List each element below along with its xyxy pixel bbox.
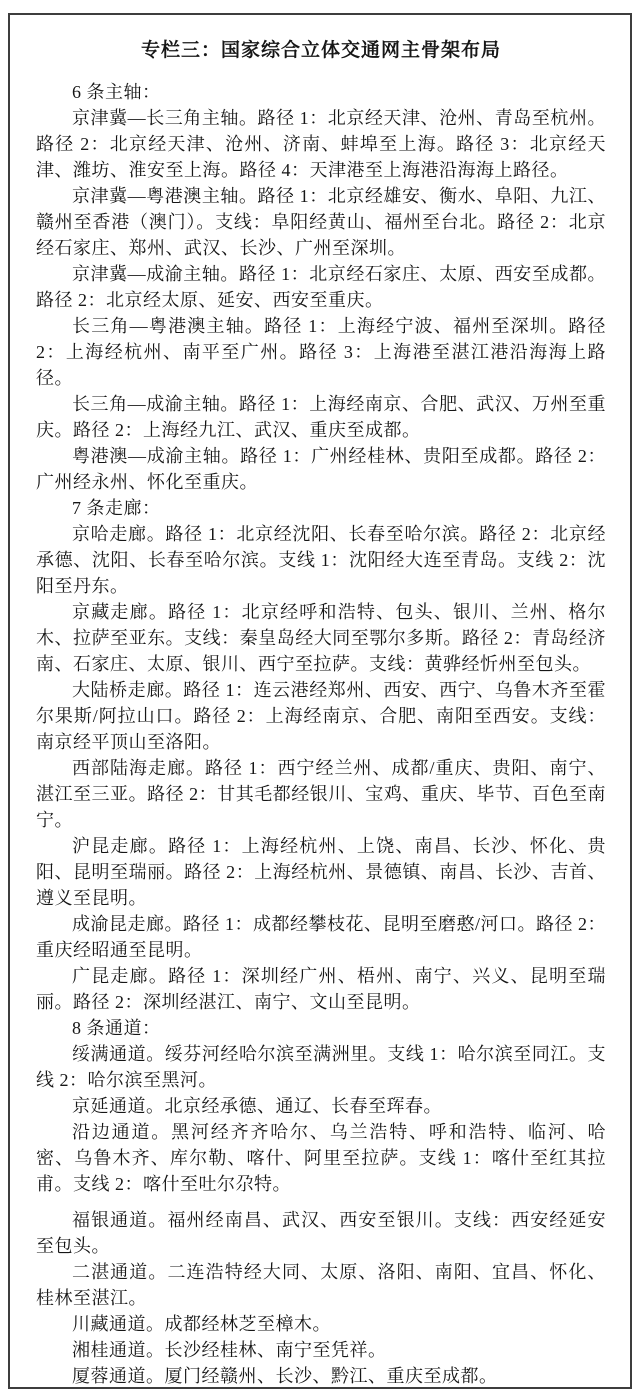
paragraph: 京延通道。北京经承德、通辽、长春至珲春。 [72, 1096, 442, 1116]
paragraph: 福银通道。福州经南昌、武汉、西安至银川。支线：西安经延安至包头。 [36, 1210, 606, 1256]
paragraph: 长三角—成渝主轴。路径 1：上海经南京、合肥、武汉、万州至重庆。路径 2：上海经九江、武汉、重庆至成都。 [36, 394, 606, 440]
paragraph: 粤港澳—成渝主轴。路径 1：广州经桂林、贵阳至成都。路径 2：广州经永州、怀化至重庆。 [36, 446, 606, 492]
paragraph: 广昆走廊。路径 1：深圳经广州、梧州、南宁、兴义、昆明至瑞丽。路径 2：深圳经湛江、南宁、文山至昆明。 [36, 966, 606, 1012]
document-box-frame [8, 13, 632, 1389]
paragraph: 京藏走廊。路径 1：北京经呼和浩特、包头、银川、兰州、格尔木、拉萨至亚东。支线：秦皇岛经大同至鄂尔多斯。路径 2：青岛经济南、石家庄、太原、银川、西宁至拉萨。支线：黄骅经忻州至包头。 [36, 602, 606, 674]
paragraph: 川藏通道。成都经林芝至樟木。 [72, 1314, 331, 1334]
paragraph: 成渝昆走廊。路径 1：成都经攀枝花、昆明至磨憨/河口。路径 2：重庆经昭通至昆明。 [36, 914, 606, 960]
paragraph: 西部陆海走廊。路径 1：西宁经兰州、成都/重庆、贵阳、南宁、湛江至三亚。路径 2：甘其毛都经银川、宝鸡、重庆、毕节、百色至南宁。 [36, 758, 606, 830]
paragraph: 绥满通道。绥芬河经哈尔滨至满洲里。支线 1：哈尔滨至同江。支线 2：哈尔滨至黑河。 [36, 1044, 606, 1090]
paragraph: 长三角—粤港澳主轴。路径 1：上海经宁波、福州至深圳。路径 2：上海经杭州、南平至广州。路径 3：上海港至湛江港沿海海上路径。 [36, 316, 606, 388]
section-corridors [36, 495, 606, 1015]
paragraph: 沿边通道。黑河经齐齐哈尔、乌兰浩特、呼和浩特、临河、哈密、乌鲁木齐、库尔勒、喀什、阿里至拉萨。支线 1：喀什至红其拉甫。支线 2：喀什至吐尔尕特。 [36, 1122, 606, 1194]
paragraph: 大陆桥走廊。路径 1：连云港经郑州、西安、西宁、乌鲁木齐至霍尔果斯/阿拉山口。路径 2：上海经南京、合肥、南阳至西安。支线：南京经平顶山至洛阳。 [36, 680, 606, 752]
paragraph: 湘桂通道。长沙经桂林、南宁至凭祥。 [72, 1340, 387, 1360]
paragraph: 京哈走廊。路径 1：北京经沈阳、长春至哈尔滨。路径 2：北京经承德、沈阳、长春至哈尔滨。支线 1：沈阳经大连至青岛。支线 2：沈阳至丹东。 [36, 524, 606, 596]
paragraph: 二湛通道。二连浩特经大同、太原、洛阳、南阳、宜昌、怀化、桂林至湛江。 [36, 1262, 606, 1308]
section-heading: 8 条通道： [72, 1018, 161, 1038]
paragraph: 京津冀—成渝主轴。路径 1：北京经石家庄、太原、西安至成都。路径 2：北京经太原、延安、西安至重庆。 [36, 264, 606, 310]
box-title: 专栏三：国家综合立体交通网主骨架布局 [140, 40, 501, 61]
paragraph: 京津冀—长三角主轴。路径 1：北京经天津、沧州、青岛至杭州。路径 2：北京经天津、沧州、济南、蚌埠至上海。路径 3：北京经天津、潍坊、淮安至上海。路径 4：天津港至上海港沿海海上路径。 [36, 108, 606, 180]
paragraph: 厦蓉通道。厦门经赣州、长沙、黔江、重庆至成都。 [72, 1366, 498, 1386]
paragraph: 沪昆走廊。路径 1：上海经杭州、上饶、南昌、长沙、怀化、贵阳、昆明至瑞丽。路径 2：上海经杭州、景德镇、南昌、长沙、吉首、遵义至昆明。 [36, 836, 606, 908]
section-heading: 7 条走廊： [72, 498, 161, 518]
section-main-axes [36, 79, 606, 495]
section-heading: 6 条主轴： [72, 82, 161, 102]
section-passages [36, 1015, 606, 1389]
paragraph: 京津冀—粤港澳主轴。路径 1：北京经雄安、衡水、阜阳、九江、赣州至香港（澳门）。支线：阜阳经黄山、福州至台北。路径 2：北京经石家庄、郑州、武汉、长沙、广州至深圳。 [36, 186, 606, 258]
